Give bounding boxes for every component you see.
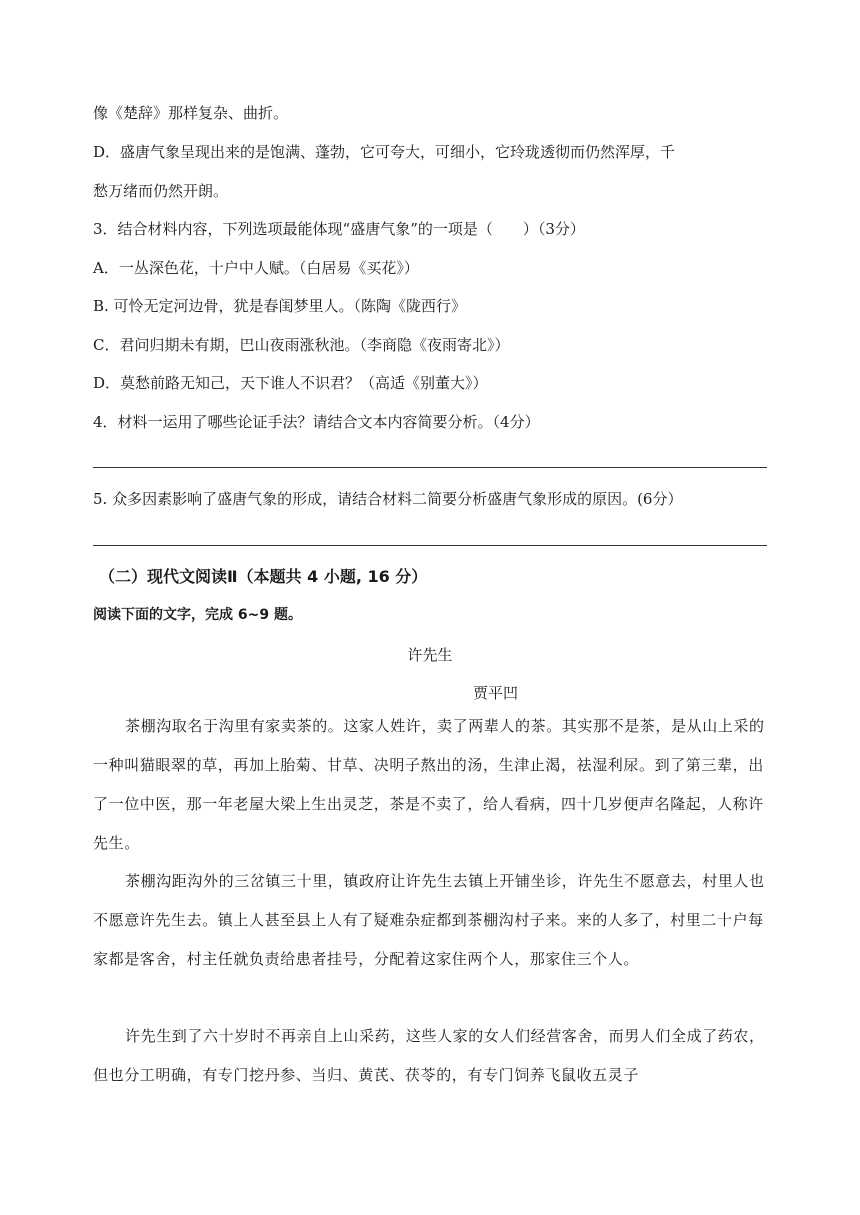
option-d: D．莫愁前路无知己，天下谁人不识君？（高适《别董大》） bbox=[93, 374, 488, 392]
paragraph-text: 许先生到了六十岁时不再亲自上山采药，这些人家的女人们经营客舍，而男人们全成了药农，但也分工明确，有专门挖丹参、当归、黄芪、茯苓的，有专门饲养飞鼠收五灵子 bbox=[93, 1027, 765, 1084]
story-title: 许先生 bbox=[407, 646, 453, 664]
section-instruction: 阅读下面的文字，完成 6~9 题。 bbox=[93, 607, 302, 623]
story-paragraph-1 bbox=[93, 707, 773, 863]
text-line: 像《楚辞》那样复杂、曲折。 bbox=[93, 104, 289, 122]
answer-line-q5 bbox=[93, 545, 767, 546]
question-3: 3．结合材料内容，下列选项最能体现“盛唐气象”的一项是（ ）（3分） bbox=[93, 220, 585, 238]
story-author: 贾平凹 bbox=[473, 684, 519, 702]
question-5: 5. 众多因素影响了盛唐气象的形成，请结合材料二简要分析盛唐气象形成的原因。(6分） bbox=[93, 490, 683, 508]
story-paragraph-2 bbox=[93, 862, 773, 979]
option-c: C．君问归期未有期，巴山夜雨涨秋池。（李商隐《夜雨寄北》） bbox=[93, 336, 510, 354]
paragraph-text: 茶棚沟距沟外的三岔镇三十里，镇政府让许先生去镇上开铺坐诊，许先生不愿意去，村里人也不愿意许先生去。镇上人甚至县上人有了疑难杂症都到茶棚沟村子来。来的人多了，村里二十户每家都是客舍，村主任就负责给患者挂号，分配着这家住两个人，那家住三个人。 bbox=[93, 872, 765, 968]
section-title: （二）现代文阅读Ⅱ（本题共 4 小题, 16 分） bbox=[99, 567, 428, 586]
option-d-line1: D．盛唐气象呈现出来的是饱满、蓬勃，它可夸大，可细小，它玲珑透彻而仍然浑厚，千 bbox=[93, 143, 676, 161]
story-paragraph-3 bbox=[93, 1017, 773, 1095]
question-4: 4．材料一运用了哪些论证手法？请结合文本内容简要分析。（4分） bbox=[93, 413, 540, 431]
option-b: B. 可怜无定河边骨，犹是春闺梦里人。（陈陶《陇西行》 bbox=[93, 297, 467, 315]
option-d-line2: 愁万绪而仍然开朗。 bbox=[93, 182, 229, 200]
answer-line-q4 bbox=[93, 467, 767, 468]
paragraph-text: 茶棚沟取名于沟里有家卖茶的。这家人姓许，卖了两辈人的茶。其实那不是茶，是从山上采的一种叫猫眼翠的草，再加上胎菊、甘草、决明子熬出的汤，生津止渴，祛湿利尿。到了第三辈，出了一位中医，那一年老屋大梁上生出灵芝，茶是不卖了，给人看病，四十几岁便声名隆起，人称许先生。 bbox=[93, 717, 765, 852]
option-a: A．一丛深色花，十户中人赋。（白居易《买花》） bbox=[93, 259, 419, 277]
